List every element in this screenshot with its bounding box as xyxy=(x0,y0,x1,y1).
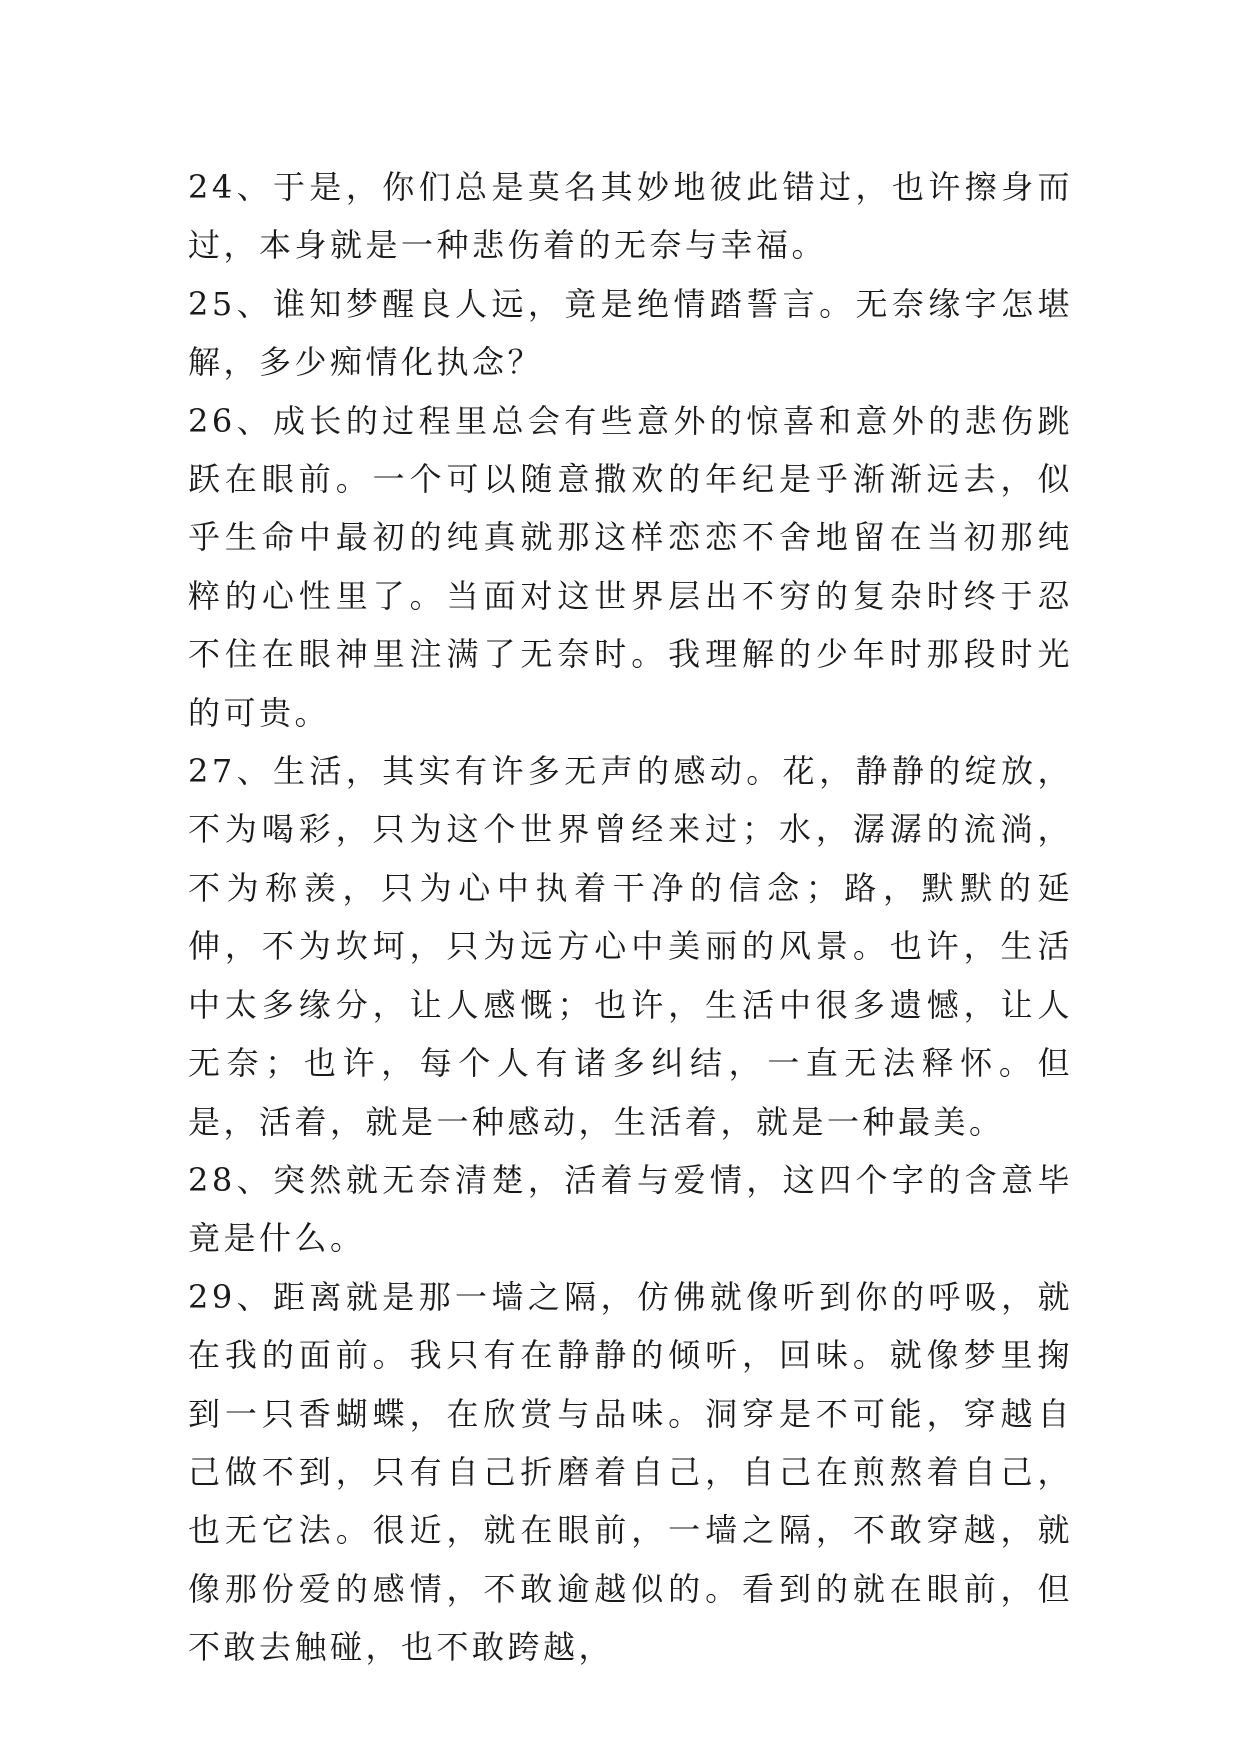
paragraph-25: 25、谁知梦醒良人远，竟是绝情踏誓言。无奈缘字怎堪解，多少痴情化执念？ xyxy=(188,284,1073,382)
paragraph-26: 26、成长的过程里总会有些意外的惊喜和意外的悲伤跳跃在眼前。一个可以随意撒欢的年纪是乎渐渐远去，似乎生命中最初的纯真就那这样恋恋不舍地留在当初那纯粹的心性里了。当面对这世界层出不穷的复杂时终于忍不住在眼神里注满了无奈时。我理解的少年时那段时光的可贵。 xyxy=(188,401,1073,732)
paragraph-29: 29、距离就是那一墙之隔，仿佛就像听到你的呼吸，就在我的面前。我只有在静静的倾听，回味。就像梦里掬到一只香蝴蝶，在欣赏与品味。洞穿是不可能，穿越自己做不到，只有自己折磨着自己，自己在煎熬着自己，也无它法。很近，就在眼前，一墙之隔，不敢穿越，就像那份爱的感情，不敢逾越似的。看到的就在眼前，但不敢去触碰，也不敢跨越， xyxy=(188,1277,1073,1667)
paragraph-24: 24、于是，你们总是莫名其妙地彼此错过，也许擦身而过，本身就是一种悲伤着的无奈与幸福。 xyxy=(188,168,1073,265)
paragraph-27: 27、生活，其实有许多无声的感动。花，静静的绽放，不为喝彩，只为这个世界曾经来过；水，潺潺的流淌，不为称羡，只为心中执着干净的信念；路，默默的延伸，不为坎坷，只为远方心中美丽的风景。也许，生活中太多缘分，让人感慨；也许，生活中很多遗憾，让人无奈；也许，每个人有诸多纠结，一直无法释怀。但是，活着，就是一种感动，生活着，就是一种最美。 xyxy=(188,752,1073,1141)
document-body xyxy=(188,158,1073,1677)
paragraph-28: 28、突然就无奈清楚，活着与爱情，这四个字的含意毕竟是什么。 xyxy=(188,1160,1073,1258)
